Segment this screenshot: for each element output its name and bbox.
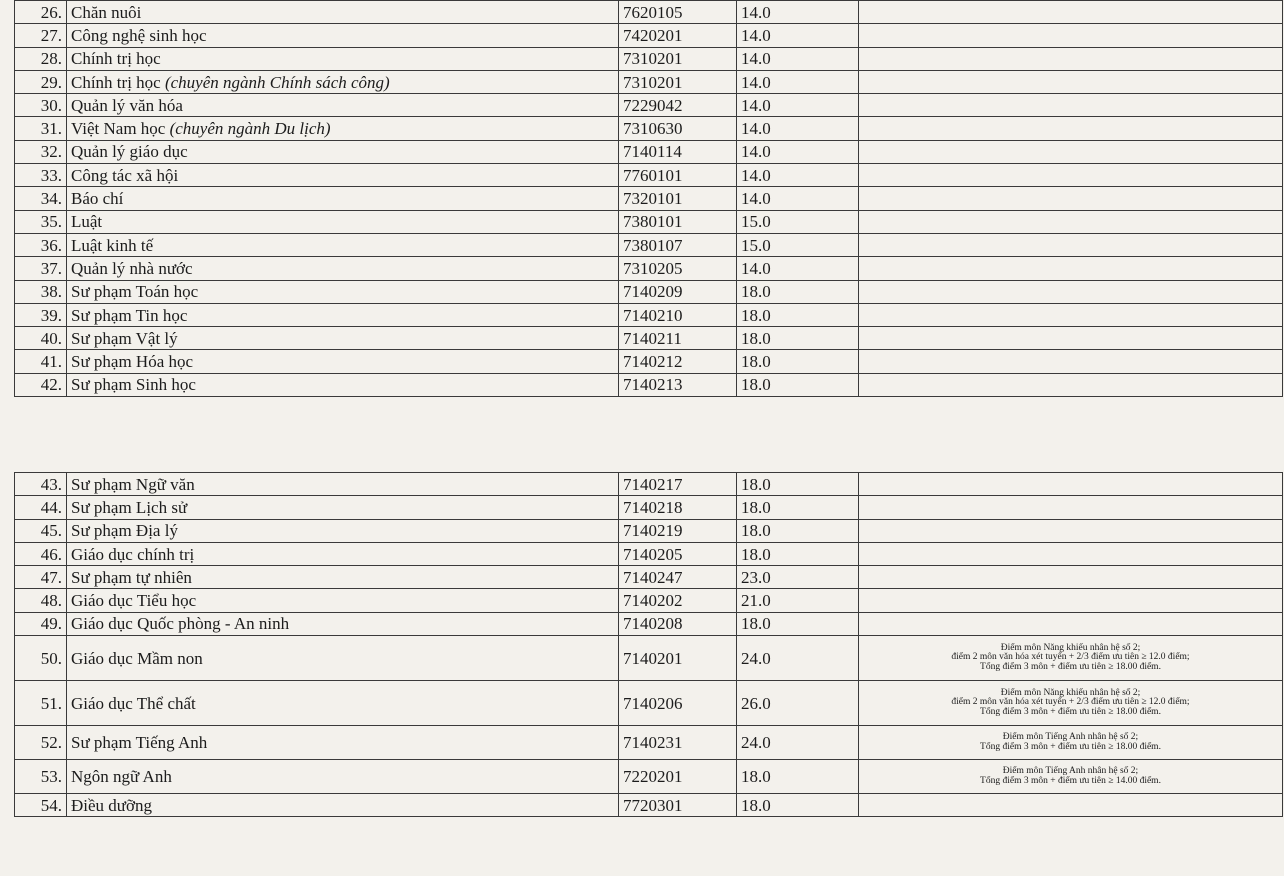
row-number: 50. <box>15 636 67 681</box>
cutoff-score: 18.0 <box>737 350 859 373</box>
row-number: 42. <box>15 373 67 396</box>
note-cell <box>859 1 1283 24</box>
program-code: 7320101 <box>619 187 737 210</box>
program-code: 7420201 <box>619 24 737 47</box>
program-specialization: (chuyên ngành Chính sách công) <box>164 72 390 92</box>
program-name: Sư phạm Địa lý <box>67 519 619 542</box>
program-name-text: Sư phạm Sinh học <box>71 375 196 395</box>
row-number: 27. <box>15 24 67 47</box>
program-name <box>67 117 619 140</box>
row-number: 26. <box>15 1 67 24</box>
note-cell <box>859 70 1283 93</box>
program-name-text: Quản lý văn hóa <box>71 95 183 115</box>
program-name: Sư phạm tự nhiên <box>67 566 619 589</box>
table-row <box>15 233 1283 256</box>
program-name-text: Công tác xã hội <box>71 165 179 185</box>
row-number: 40. <box>15 327 67 350</box>
table-row <box>15 327 1283 350</box>
row-number: 52. <box>15 726 67 760</box>
cutoff-score: 14.0 <box>737 94 859 117</box>
program-code: 7140212 <box>619 350 737 373</box>
cutoff-score: 14.0 <box>737 70 859 93</box>
program-name <box>67 257 619 280</box>
row-number: 53. <box>15 760 67 794</box>
program-code: 7140206 <box>619 681 737 726</box>
note-line: Tổng điểm 3 môn + điểm ưu tiên ≥ 18.00 điểm. <box>980 661 1161 672</box>
program-code: 7140201 <box>619 636 737 681</box>
table-row <box>15 636 1283 681</box>
note-cell <box>859 519 1283 542</box>
program-code: 7310630 <box>619 117 737 140</box>
admission-score-table-part-1 <box>14 0 1283 397</box>
cutoff-score: 18.0 <box>737 760 859 794</box>
cutoff-score: 14.0 <box>737 1 859 24</box>
program-code: 7620105 <box>619 1 737 24</box>
program-specialization: (chuyên ngành Du lịch) <box>169 119 331 139</box>
program-code: 7310205 <box>619 257 737 280</box>
cutoff-score: 26.0 <box>737 681 859 726</box>
table-row <box>15 794 1283 817</box>
cutoff-score: 18.0 <box>737 542 859 565</box>
note-line: Điểm môn Năng khiếu nhân hệ số 2; <box>1000 642 1141 653</box>
note-line: Điểm môn Năng khiếu nhân hệ số 2; <box>1000 687 1141 698</box>
program-name <box>67 187 619 210</box>
row-number: 43. <box>15 473 67 496</box>
cutoff-score: 14.0 <box>737 164 859 187</box>
table-row <box>15 24 1283 47</box>
program-name: Sư phạm Ngữ văn <box>67 473 619 496</box>
note-cell <box>859 612 1283 635</box>
program-code: 7140219 <box>619 519 737 542</box>
note-line: điểm 2 môn văn hóa xét tuyển + 2/3 điểm ưu tiên ≥ 12.0 điểm; <box>951 652 1190 663</box>
program-name-text: Báo chí <box>71 189 124 209</box>
program-code: 7140208 <box>619 612 737 635</box>
program-name <box>67 164 619 187</box>
row-number: 47. <box>15 566 67 589</box>
row-number: 44. <box>15 496 67 519</box>
row-number: 30. <box>15 94 67 117</box>
note-cell <box>859 210 1283 233</box>
program-name-text: Việt Nam học <box>71 119 166 139</box>
note-cell <box>859 589 1283 612</box>
row-number: 48. <box>15 589 67 612</box>
cutoff-score: 18.0 <box>737 373 859 396</box>
note-line: Tổng điểm 3 môn + điểm ưu tiên ≥ 14.00 điểm. <box>980 775 1161 786</box>
table-row <box>15 210 1283 233</box>
table-row <box>15 280 1283 303</box>
program-name: Giáo dục Quốc phòng - An ninh <box>67 612 619 635</box>
row-number: 39. <box>15 303 67 326</box>
program-name: Giáo dục Mầm non <box>67 636 619 681</box>
program-name: Điều dưỡng <box>67 794 619 817</box>
cutoff-score: 18.0 <box>737 327 859 350</box>
table-row <box>15 140 1283 163</box>
row-number: 36. <box>15 233 67 256</box>
program-code: 7310201 <box>619 70 737 93</box>
program-name: Giáo dục Tiểu học <box>67 589 619 612</box>
program-code: 7380107 <box>619 233 737 256</box>
row-number: 32. <box>15 140 67 163</box>
program-code: 7140209 <box>619 280 737 303</box>
note-line: Điểm môn Tiếng Anh nhân hệ số 2; <box>1002 766 1139 777</box>
cutoff-score: 24.0 <box>737 636 859 681</box>
program-code: 7380101 <box>619 210 737 233</box>
table-row <box>15 726 1283 760</box>
table-row <box>15 373 1283 396</box>
table-row <box>15 164 1283 187</box>
program-name <box>67 47 619 70</box>
note-line: Tổng điểm 3 môn + điểm ưu tiên ≥ 18.00 điểm. <box>980 741 1161 752</box>
cutoff-score: 14.0 <box>737 187 859 210</box>
program-name-text: Sư phạm Toán học <box>71 282 199 302</box>
program-code: 7140210 <box>619 303 737 326</box>
row-number: 34. <box>15 187 67 210</box>
row-number: 41. <box>15 350 67 373</box>
cutoff-score: 23.0 <box>737 566 859 589</box>
table-row <box>15 117 1283 140</box>
program-name-text: Quản lý nhà nước <box>71 258 193 278</box>
table-row <box>15 303 1283 326</box>
cutoff-score: 18.0 <box>737 794 859 817</box>
table-row <box>15 542 1283 565</box>
note-line: Tổng điểm 3 môn + điểm ưu tiên ≥ 18.00 điểm. <box>980 706 1161 717</box>
program-name <box>67 303 619 326</box>
note-cell <box>859 496 1283 519</box>
table-row <box>15 496 1283 519</box>
cutoff-score: 18.0 <box>737 280 859 303</box>
program-name <box>67 1 619 24</box>
table-row <box>15 94 1283 117</box>
cutoff-score: 14.0 <box>737 47 859 70</box>
note-cell <box>859 681 1283 726</box>
note-cell <box>859 94 1283 117</box>
cutoff-score: 18.0 <box>737 519 859 542</box>
table-row <box>15 519 1283 542</box>
cutoff-score: 14.0 <box>737 24 859 47</box>
row-number: 35. <box>15 210 67 233</box>
program-code: 7220201 <box>619 760 737 794</box>
table-row <box>15 350 1283 373</box>
program-name-text: Chính trị học <box>71 49 161 69</box>
row-number: 54. <box>15 794 67 817</box>
program-code: 7140231 <box>619 726 737 760</box>
program-name: Ngôn ngữ Anh <box>67 760 619 794</box>
program-name-text: Luật <box>71 212 103 232</box>
note-cell <box>859 350 1283 373</box>
program-name <box>67 94 619 117</box>
row-number: 31. <box>15 117 67 140</box>
program-name-text: Chăn nuôi <box>71 2 142 22</box>
program-name <box>67 280 619 303</box>
table-row <box>15 566 1283 589</box>
row-number: 29. <box>15 70 67 93</box>
cutoff-score: 21.0 <box>737 589 859 612</box>
table-row <box>15 47 1283 70</box>
program-name-text: Sư phạm Tin học <box>71 305 188 325</box>
note-cell <box>859 257 1283 280</box>
row-number: 49. <box>15 612 67 635</box>
cutoff-score: 15.0 <box>737 210 859 233</box>
table-row <box>15 1 1283 24</box>
cutoff-score: 18.0 <box>737 496 859 519</box>
program-name: Giáo dục Thể chất <box>67 681 619 726</box>
program-name <box>67 210 619 233</box>
program-name-text: Sư phạm Hóa học <box>71 352 194 372</box>
program-code: 7140114 <box>619 140 737 163</box>
note-cell <box>859 233 1283 256</box>
program-code: 7760101 <box>619 164 737 187</box>
note-cell <box>859 760 1283 794</box>
note-cell <box>859 373 1283 396</box>
program-code: 7310201 <box>619 47 737 70</box>
note-cell <box>859 542 1283 565</box>
row-number: 51. <box>15 681 67 726</box>
cutoff-score: 18.0 <box>737 473 859 496</box>
cutoff-score: 14.0 <box>737 140 859 163</box>
program-name <box>67 140 619 163</box>
row-number: 46. <box>15 542 67 565</box>
program-name: Sư phạm Lịch sử <box>67 496 619 519</box>
note-cell <box>859 24 1283 47</box>
program-name <box>67 327 619 350</box>
program-name: Giáo dục chính trị <box>67 542 619 565</box>
program-name <box>67 233 619 256</box>
table-row <box>15 257 1283 280</box>
note-cell <box>859 794 1283 817</box>
row-number: 45. <box>15 519 67 542</box>
note-cell <box>859 164 1283 187</box>
program-name <box>67 24 619 47</box>
program-code: 7140202 <box>619 589 737 612</box>
program-name <box>67 350 619 373</box>
program-name-text: Sư phạm Vật lý <box>71 328 178 348</box>
table-row <box>15 760 1283 794</box>
note-cell <box>859 566 1283 589</box>
note-cell <box>859 117 1283 140</box>
note-cell <box>859 726 1283 760</box>
program-code: 7140211 <box>619 327 737 350</box>
cutoff-score: 18.0 <box>737 303 859 326</box>
program-name <box>67 70 619 93</box>
program-code: 7140213 <box>619 373 737 396</box>
note-cell <box>859 636 1283 681</box>
note-line: Điểm môn Tiếng Anh nhân hệ số 2; <box>1002 732 1139 743</box>
cutoff-score: 14.0 <box>737 117 859 140</box>
table-row <box>15 187 1283 210</box>
admission-score-table-part-2 <box>14 472 1283 817</box>
program-code: 7140247 <box>619 566 737 589</box>
row-number: 38. <box>15 280 67 303</box>
table-row <box>15 612 1283 635</box>
program-name-text: Quản lý giáo dục <box>71 142 188 162</box>
table-row <box>15 681 1283 726</box>
note-cell <box>859 140 1283 163</box>
cutoff-score: 18.0 <box>737 612 859 635</box>
cutoff-score: 14.0 <box>737 257 859 280</box>
program-code: 7140205 <box>619 542 737 565</box>
cutoff-score: 24.0 <box>737 726 859 760</box>
row-number: 37. <box>15 257 67 280</box>
program-code: 7140218 <box>619 496 737 519</box>
note-line: điểm 2 môn văn hóa xét tuyển + 2/3 điểm ưu tiên ≥ 12.0 điểm; <box>951 697 1190 708</box>
program-name-text: Luật kinh tế <box>71 235 154 255</box>
table-row <box>15 589 1283 612</box>
cutoff-score: 15.0 <box>737 233 859 256</box>
note-cell <box>859 303 1283 326</box>
program-name-text: Chính trị học <box>71 72 161 92</box>
note-cell <box>859 473 1283 496</box>
program-name <box>67 373 619 396</box>
program-code: 7720301 <box>619 794 737 817</box>
note-cell <box>859 280 1283 303</box>
note-cell <box>859 47 1283 70</box>
table-row <box>15 473 1283 496</box>
program-code: 7229042 <box>619 94 737 117</box>
note-cell <box>859 327 1283 350</box>
row-number: 28. <box>15 47 67 70</box>
table-row <box>15 70 1283 93</box>
note-cell <box>859 187 1283 210</box>
program-name: Sư phạm Tiếng Anh <box>67 726 619 760</box>
program-name-text: Công nghệ sinh học <box>71 25 207 45</box>
row-number: 33. <box>15 164 67 187</box>
program-code: 7140217 <box>619 473 737 496</box>
